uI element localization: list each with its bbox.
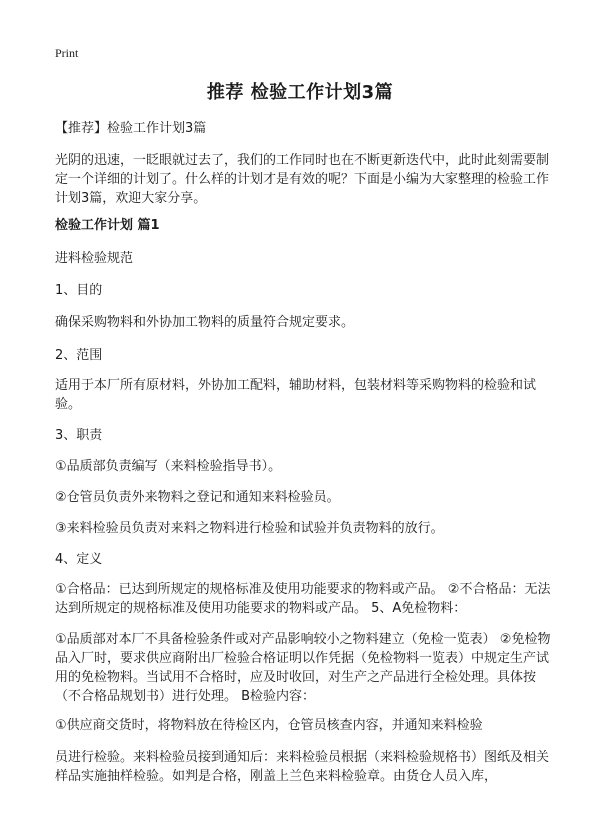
paragraph: ③来料检验员负责对来料之物料进行检验和试验并负责物料的放行。 bbox=[55, 521, 444, 536]
paragraph: 进料检验规范 bbox=[55, 251, 134, 266]
paragraph: 员进行检验。来料检验员接到通知后：来料检验员根据（来料检验规格书）图纸及相关样品实施抽样检验。如判是合格，刚盖上兰色来料检验章。由货仓人员入库， bbox=[55, 750, 550, 784]
paragraph: 1、目的 bbox=[55, 283, 103, 298]
section-heading: 检验工作计划 篇1 bbox=[55, 218, 160, 233]
paragraph: ②仓管员负责外来物料之登记和通知来料检验员。 bbox=[55, 490, 340, 505]
print-label: Print bbox=[55, 46, 79, 60]
paragraph: ①供应商交货时，将物料放在待检区内，仓管员核查内容，并通知来料检验 bbox=[55, 718, 483, 733]
intro-subtitle: 【推荐】检验工作计划3篇 bbox=[55, 121, 207, 136]
paragraph: 2、范围 bbox=[55, 348, 103, 363]
paragraph: 适用于本厂所有原材料，外协加工配料，辅助材料，包装材料等采购物料的检验和试验。 bbox=[55, 378, 537, 412]
paragraph: ①品质部负责编写（来料检验指导书）。 bbox=[55, 459, 282, 474]
intro-paragraph: 光阴的迅速，一眨眼就过去了，我们的工作同时也在不断更新迭代中，此时此刻需要制定一个详细的计划了。什么样的计划才是有效的呢？下面是小编为大家整理的检验工作计划3篇，欢迎大家分享。 bbox=[55, 153, 550, 206]
paragraph: 4、定义 bbox=[55, 552, 103, 567]
document-title: 推荐 检验工作计划3篇 bbox=[206, 82, 394, 103]
paragraph: ①品质部对本厂不具备检验条件或对产品影响较小之物料建立（免检一览表） ②免检物品入厂时，要求供应商附出厂检验合格证明以作凭据（免检物料一览表）中规定生产试用的免检物料。当试用不合格时，应及时收回，对生产之产品进行全检处理。具体按（不合格品规划书）进行处理。 B检验内容： bbox=[55, 632, 551, 704]
paragraph: 确保采购物料和外协加工物料的质量符合规定要求。 bbox=[55, 315, 355, 330]
paragraph: 3、职责 bbox=[55, 428, 103, 443]
paragraph: ①合格品：已达到所规定的规格标准及使用功能要求的物料或产品。 ②不合格品：无法达到所规定的规格标准及使用功能要求的物料或产品。 5、A免检物料： bbox=[55, 582, 551, 616]
